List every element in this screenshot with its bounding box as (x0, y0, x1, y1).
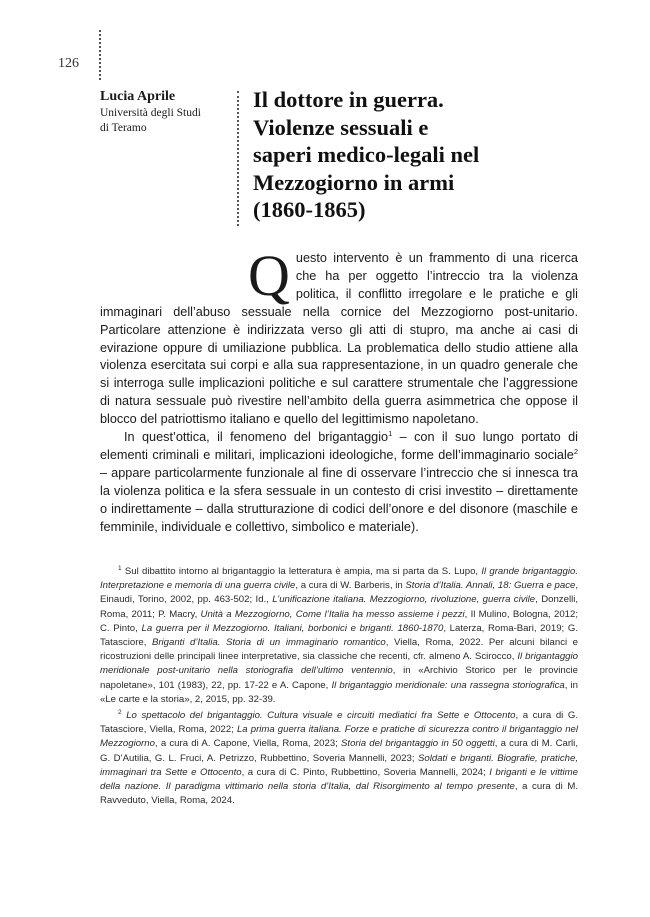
footnote-text: , a cura di A. Capone, Viella, Roma, 2023; (154, 738, 342, 750)
article-title (253, 86, 613, 224)
footnote-text: , in «Archivio Storico per le provincie napoletane», 101 (1983), 22, pp. 17-22 e A. Capone, (100, 665, 578, 691)
footnote-title: L’unificazione italiana. Mezzogiorno, rivoluzione, guerra civile (272, 594, 536, 606)
title-dotted-rule (237, 91, 239, 226)
title-line: (1860-1865) (253, 197, 366, 222)
footnote-title: La guerra per il Mezzogiorno. Italiani, borbonici e briganti. 1860-1870 (141, 622, 444, 634)
title-line: saperi medico-legali nel (253, 142, 480, 167)
footnote-text: , a cura di M. Carli, G. D’Autilia, G. L. Fruci, A. Petrizzo, Rubbettino, Soveria Mannelli, 2023; (100, 738, 578, 764)
paragraph-2-text: In quest’ottica, il fenomeno del brigantaggio (124, 430, 389, 445)
paragraph-2-text: – appare particolarmente funzionale al fine di osservare l’intreccio che si innesca tra la violenza politica e la sfera sessuale in un contesto di crisi investito – direttamente o indirettamente – dalla strutturazione di codici dell’onore e del disonore (maschile e femminile, individuale e collettivo, simbolico e materiale). (100, 465, 578, 534)
paragraph-1 (100, 243, 578, 429)
footnote-text: , Il Mulino, Bologna, 2012; C. Pinto, (100, 608, 578, 634)
footnotes (100, 565, 578, 810)
title-line: Il dottore in guerra. (253, 87, 444, 112)
footnote-text: , in «Le carte e la storia», 2, 2015, pp. 32-39. (100, 679, 578, 705)
footnote-text: , Viella, Roma, 2022. Per alcuni bilanci e ricostruzioni delle principali linee interpretative, sia classiche che recenti, cfr. almeno A. Scirocco, (100, 637, 579, 663)
footnote-1 (100, 565, 578, 707)
paragraph-2 (100, 429, 578, 536)
footnote-title: I briganti e le vittime della nazione. Il paradigma vittimario nella storia d’Italia, dal Risorgimento al tempo presente (100, 766, 578, 793)
footnote-text: , Donzelli, Roma, 2011; P. Macry, (100, 594, 579, 620)
page-number: 126 (58, 56, 79, 71)
author-block (100, 88, 225, 136)
drop-cap: Q (248, 243, 290, 308)
footnote-title: Il brigantaggio meridionale post-unitario nella storiografia dell’ultimo ventennio (100, 651, 578, 677)
footnote-title: La prima guerra italiana. Forze e pratiche di sicurezza contro il brigantaggio nel Mezzogiorno (100, 724, 578, 750)
margin-dotted-rule (99, 30, 101, 80)
paragraph-2-text: – con il suo lungo portato di elementi criminali e militari, implicazioni ideologiche, forme dell’immaginario sociale (100, 430, 579, 462)
footnote-title: Briganti d’Italia. Storia di un immaginario romantico (151, 637, 386, 649)
footnote-number: 2 (118, 708, 122, 716)
footnote-text: , Einaudi, Torino, 2002, pp. 463-502; Id., (100, 580, 578, 606)
affiliation-line-1: Università degli Studi (100, 107, 201, 119)
footnote-title: Lo spettacolo del brigantaggio. Cultura visuale e circuiti mediatici fra Sette e Ottocento (126, 710, 516, 722)
footnote-2 (100, 709, 578, 808)
footnote-text: , a cura di C. Pinto, Rubbettino, Soveria Mannelli, 2024; (241, 766, 490, 778)
footnote-ref-2[interactable]: 2 (573, 446, 578, 456)
footnote-text: , a cura di M. Ravveduto, Viella, Roma, 2024. (100, 781, 579, 807)
author-name: Lucia Aprile (100, 89, 176, 104)
title-line: Violenze sessuali e (253, 114, 429, 140)
footnote-title: Il brigantaggio meridionale: una rassegna storiografica (331, 679, 565, 691)
footnote-title: Unità a Mezzogiorno, Come l’Italia ha messo assieme i pezzi (200, 608, 465, 620)
footnote-text: , Laterza, Roma-Bari, 2019; G. Tatasciore, (100, 622, 578, 649)
title-line: Mezzogiorno in armi (253, 169, 455, 195)
footnote-title: Storia del brigantaggio in 50 oggetti (341, 738, 495, 750)
body-text (100, 243, 579, 537)
affiliation-line-2: di Teramo (100, 122, 147, 134)
footnote-title: Soldati e briganti. Biografie, pratiche, immaginari tra Sette e Ottocento (100, 752, 578, 778)
footnote-text: , a cura di G. Tatasciore, Viella, Roma, 2022; (100, 710, 578, 736)
footnote-title: Storia d’Italia. Annali, 18: Guerra e pace (405, 580, 576, 592)
footnote-number: 1 (118, 564, 122, 572)
footnote-title: Il grande brigantaggio. Interpretazione e memoria di una guerra civile (100, 566, 578, 592)
paragraph-1-text: uesto intervento è un frammento di una ricerca che ha per oggetto l’intreccio tra la violenza politica, il conflitto irregolare e le pratiche e gli immaginari dell’abuso sessuale nella cornice del Mezzogiorno post-unitario. Particolare attenzione è indirizzata verso gli atti di stupro, ma anche ai casi di evirazione oppure di umiliazione pubblica. La problematica dello studio attiene alla violenza esercitata sui corpi e alla sua rappresentazione, in un quadro generale che si interroga sulle implicazioni politiche e sul carattere strumentale che l’aggressione di natura sessuale può rivestire nell’ambito della guerra asimmetrica che oppose il blocco del patriottismo italiano e quello del legittimismo napoletano. (100, 251, 578, 427)
footnote-text: Sul dibattito intorno al brigantaggio la letteratura è ampia, ma si parta da S. Lupo, (121, 566, 482, 577)
footnote-ref-1[interactable]: 1 (388, 428, 393, 438)
footnote-text: , a cura di W. Barberis, in (295, 580, 406, 592)
